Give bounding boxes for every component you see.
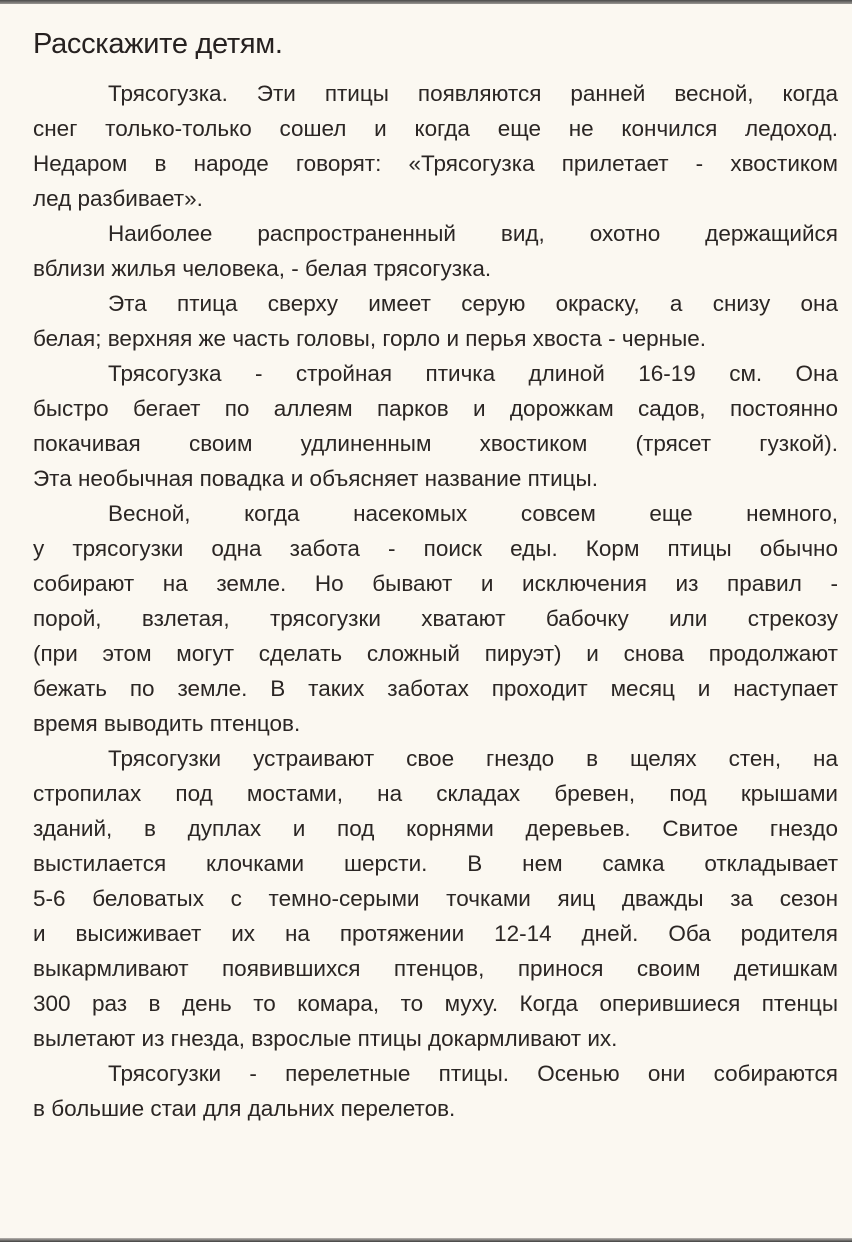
paragraph <box>33 1056 838 1126</box>
text-line: выстилается клочками шерсти. В нем самка откладывает <box>33 851 838 876</box>
text-line: Эта необычная повадка и объясняет название птицы. <box>33 466 598 491</box>
text-line: 300 раз в день то комара, то муху. Когда оперившиеся птенцы <box>33 991 838 1016</box>
text-line: (при этом могут сделать сложный пируэт) и снова продолжают <box>33 641 838 666</box>
text-line: лед разбивает». <box>33 186 203 211</box>
text-line: зданий, в дуплах и под корнями деревьев. Свитое гнездо <box>33 816 838 841</box>
text-line: время выводить птенцов. <box>33 711 301 736</box>
text-line: в большие стаи для дальних перелетов. <box>33 1096 456 1121</box>
text-line: вблизи жилья человека, - белая трясогузка. <box>33 256 492 281</box>
text-line: покачивая своим удлиненным хвостиком (трясет гузкой). <box>33 431 838 456</box>
text-line: у трясогузки одна забота - поиск еды. Корм птицы обычно <box>33 536 838 561</box>
text-line: 5-6 беловатых с темно-серыми точками яиц дважды за сезон <box>33 886 838 911</box>
text-line: снег только-только сошел и когда еще не кончился ледоход. <box>33 116 838 141</box>
scan-top-edge <box>0 0 852 4</box>
document-body <box>33 76 838 1126</box>
text-line: Весной, когда насекомых совсем еще немного, <box>108 501 838 526</box>
text-line: собирают на земле. Но бывают и исключения из правил - <box>33 571 838 596</box>
text-line: Трясогузка. Эти птицы появляются ранней весной, когда <box>108 81 838 106</box>
paragraph <box>33 356 838 496</box>
text-line: Эта птица сверху имеет серую окраску, а снизу она <box>108 291 838 316</box>
text-line: бежать по земле. В таких заботах проходит месяц и наступает <box>33 676 838 701</box>
text-line: Трясогузки - перелетные птицы. Осенью они собираются <box>108 1061 838 1086</box>
text-line: стропилах под мостами, на складах бревен, под крышами <box>33 781 838 806</box>
text-line: быстро бегает по аллеям парков и дорожкам садов, постоянно <box>33 396 838 421</box>
text-line: Трясогузка - стройная птичка длиной 16-19 см. Она <box>108 361 838 386</box>
text-line: Наиболее распространенный вид, охотно держащийся <box>108 221 838 246</box>
scan-bottom-edge <box>0 1238 852 1242</box>
paragraph <box>33 76 838 216</box>
text-line: порой, взлетая, трясогузки хватают бабочку или стрекозу <box>33 606 838 631</box>
text-line: вылетают из гнезда, взрослые птицы докармливают их. <box>33 1026 618 1051</box>
text-line: и высиживает их на протяжении 12-14 дней. Оба родителя <box>33 921 838 946</box>
paragraph <box>33 741 838 1056</box>
page-title: Расскажите детям. <box>33 28 283 60</box>
text-line: Недаром в народе говорят: «Трясогузка прилетает - хвостиком <box>33 151 838 176</box>
text-line: Трясогузки устраивают свое гнездо в щелях стен, на <box>108 746 838 771</box>
paragraph <box>33 216 838 286</box>
text-line: белая; верхняя же часть головы, горло и перья хвоста - черные. <box>33 326 707 351</box>
paragraph <box>33 286 838 356</box>
paragraph <box>33 496 838 741</box>
text-line: выкармливают появившихся птенцов, принося своим детишкам <box>33 956 838 981</box>
